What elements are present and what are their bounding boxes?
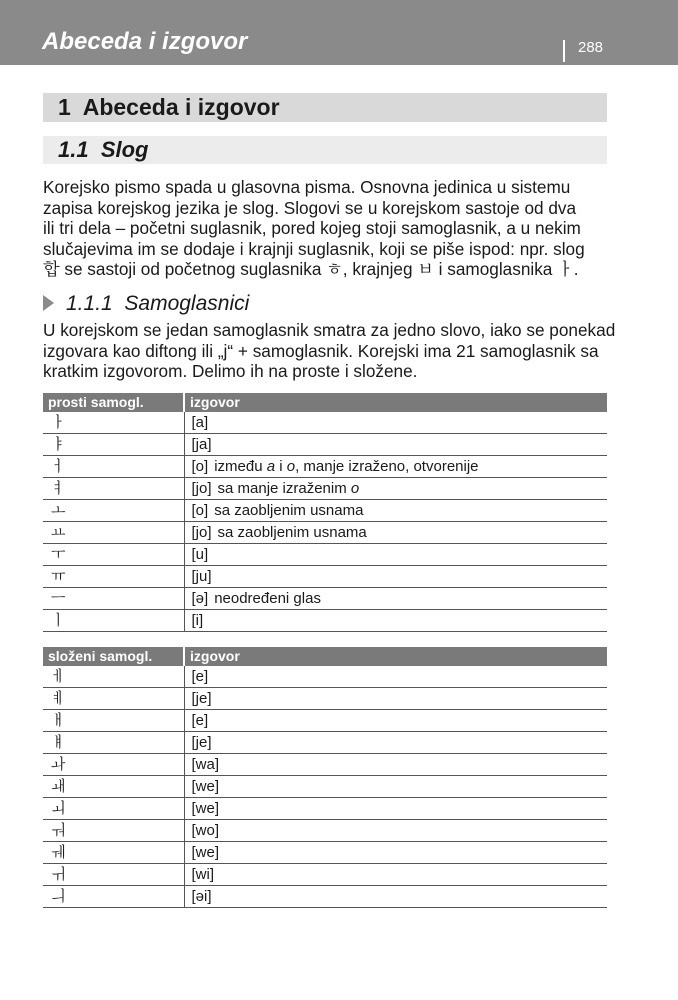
vowel-letter: ㅟ (43, 864, 184, 886)
paragraph-line: slučajevima im se dodaje i krajnji suglasnik, koji se piše ispod: npr. slog (43, 238, 585, 259)
vowel-letter: ㅢ (43, 886, 184, 908)
pronunciation-cell (184, 886, 607, 908)
pronunciation-note (214, 590, 321, 607)
vowel-letter: ㅏ (43, 412, 184, 434)
paragraph-line: U korejskom se jedan samoglasnik smatra za jedno slovo, iako se ponekad (43, 320, 616, 340)
pronunciation: [e] (191, 668, 209, 685)
vowel-letter: ㅕ (43, 478, 184, 500)
subsection-title: Slog (100, 137, 149, 162)
table-row (43, 500, 607, 522)
simple-vowels-table (43, 393, 607, 632)
table-row (43, 820, 607, 842)
table-row (43, 666, 607, 688)
table-row (43, 478, 607, 500)
subsubsection-heading-text (66, 292, 249, 315)
table-row (43, 412, 607, 434)
pronunciation: [u] (191, 546, 209, 563)
pronunciation-cell (184, 842, 607, 864)
slog-paragraph (43, 177, 609, 280)
vowel-letter: ㅖ (43, 688, 184, 710)
pronunciation: [ə] (191, 590, 209, 607)
vowel-letter: ㅒ (43, 732, 184, 754)
table-row (43, 610, 607, 632)
table-row (43, 710, 607, 732)
table-header-row (43, 647, 607, 666)
note-text: neodređeni glas (214, 590, 321, 607)
paragraph-line: Korejsko pismo spada u glasovna pisma. Osnovna jedinica u sistemu (43, 177, 571, 197)
page-number-separator (563, 40, 565, 62)
table-row (43, 522, 607, 544)
table-row (43, 566, 607, 588)
paragraph-line: izgovara kao diftong ili „j“ + samoglasnik. Korejski ima 21 samoglasnik sa (43, 340, 599, 361)
pronunciation: [wo] (191, 822, 220, 839)
pronunciation-cell (184, 776, 607, 798)
note-emphasis: a (266, 458, 276, 475)
column-header: izgovor (184, 393, 607, 412)
pronunciation-cell (184, 478, 607, 500)
vowel-letter: ㅛ (43, 522, 184, 544)
table-row (43, 798, 607, 820)
subsection-number: 1.1 (58, 137, 89, 162)
pronunciation: [i] (191, 612, 204, 629)
pronunciation-cell (184, 522, 607, 544)
pronunciation: [ja] (191, 436, 212, 453)
note-text: između (214, 458, 267, 475)
pronunciation: [je] (191, 734, 212, 751)
vowel-letter: ㅠ (43, 566, 184, 588)
running-title: Abeceda i izgovor (42, 28, 248, 55)
section-title: Abeceda i izgovor (82, 94, 280, 120)
note-emphasis: o (350, 480, 360, 497)
pronunciation-cell (184, 666, 607, 688)
table-header-row (43, 393, 607, 412)
table-row (43, 588, 607, 610)
pronunciation: [o] (191, 458, 209, 475)
vowel-letter: ㅜ (43, 544, 184, 566)
pronunciation: [we] (191, 778, 220, 795)
pronunciation-note (214, 458, 478, 475)
table-row (43, 544, 607, 566)
pronunciation: [əi] (191, 888, 212, 905)
pronunciation: [ju] (191, 568, 212, 585)
pronunciation: [wi] (191, 866, 214, 883)
pronunciation-cell (184, 864, 607, 886)
vowel-letter: ㅝ (43, 820, 184, 842)
table-row (43, 864, 607, 886)
vowel-letter: ㅙ (43, 776, 184, 798)
subsubsection-heading (43, 291, 249, 317)
pronunciation-cell (184, 754, 607, 776)
note-text: sa manje izraženim (217, 480, 351, 497)
pronunciation-cell (184, 456, 607, 478)
pronunciation-note (218, 524, 367, 541)
vowel-letter: ㅐ (43, 710, 184, 732)
pronunciation: [je] (191, 690, 212, 707)
note-text: , manje izraženo, otvorenije (295, 458, 479, 475)
table-row (43, 842, 607, 864)
pronunciation-note (214, 502, 363, 519)
pronunciation-cell (184, 610, 607, 632)
note-emphasis: o (286, 458, 296, 475)
table-row (43, 886, 607, 908)
pronunciation: [o] (191, 502, 209, 519)
pronunciation-cell (184, 820, 607, 842)
subsubsection-number: 1.1.1 (66, 292, 113, 315)
paragraph-line: kratkim izgovorom. Delimo ih na proste i složene. (43, 361, 418, 381)
vowel-letter: ㅓ (43, 456, 184, 478)
table-row (43, 688, 607, 710)
column-header: izgovor (184, 647, 607, 666)
subsection-heading (58, 136, 149, 164)
vowel-letter: ㅘ (43, 754, 184, 776)
table-row (43, 434, 607, 456)
samoglasnici-paragraph (43, 320, 616, 382)
column-header: prosti samogl. (43, 393, 184, 412)
section-number: 1 (58, 94, 71, 120)
vowel-letter: ㅑ (43, 434, 184, 456)
pronunciation-cell (184, 688, 607, 710)
page-number: 288 (578, 39, 604, 56)
complex-vowels-table (43, 647, 607, 908)
note-text: i (275, 458, 287, 475)
pronunciation: [jo] (191, 480, 212, 497)
subsubsection-title: Samoglasnici (124, 292, 250, 315)
pronunciation-cell (184, 566, 607, 588)
pronunciation-cell (184, 434, 607, 456)
pronunciation-cell (184, 798, 607, 820)
paragraph-line: ili tri dela – početni suglasnik, pored kojeg stoji samoglasnik, a u nekim (43, 218, 581, 238)
vowel-letter: ㅡ (43, 588, 184, 610)
pronunciation: [e] (191, 712, 209, 729)
pronunciation-cell (184, 732, 607, 754)
table-row (43, 732, 607, 754)
paragraph-line: zapisa korejskog jezika je slog. Slogovi se u korejskom sastoje od dva (43, 197, 577, 218)
pronunciation: [we] (191, 800, 220, 817)
pronunciation: [jo] (191, 524, 212, 541)
pronunciation-cell (184, 412, 607, 434)
note-text: sa zaobljenim usnama (214, 502, 364, 519)
vowel-letter: ㅣ (43, 610, 184, 632)
pronunciation-cell (184, 710, 607, 732)
vowel-letter: ㅚ (43, 798, 184, 820)
vowel-letter: ㅞ (43, 842, 184, 864)
column-header: složeni samogl. (43, 647, 184, 666)
vowel-letter: ㅗ (43, 500, 184, 522)
table-row (43, 776, 607, 798)
section-heading (58, 93, 280, 122)
triangle-bullet-icon (43, 295, 54, 311)
pronunciation-cell (184, 544, 607, 566)
table-row (43, 456, 607, 478)
vowel-letter: ㅔ (43, 666, 184, 688)
pronunciation: [we] (191, 844, 220, 861)
pronunciation-note (218, 480, 360, 497)
table-row (43, 754, 607, 776)
paragraph-line: 합 se sastoji od početnog suglasnika ㅎ, krajnjeg ㅂ i samoglasnika ㅏ. (43, 259, 579, 279)
pronunciation: [wa] (191, 756, 220, 773)
pronunciation-cell (184, 500, 607, 522)
pronunciation: [a] (191, 414, 209, 431)
note-text: sa zaobljenim usnama (217, 524, 367, 541)
pronunciation-cell (184, 588, 607, 610)
